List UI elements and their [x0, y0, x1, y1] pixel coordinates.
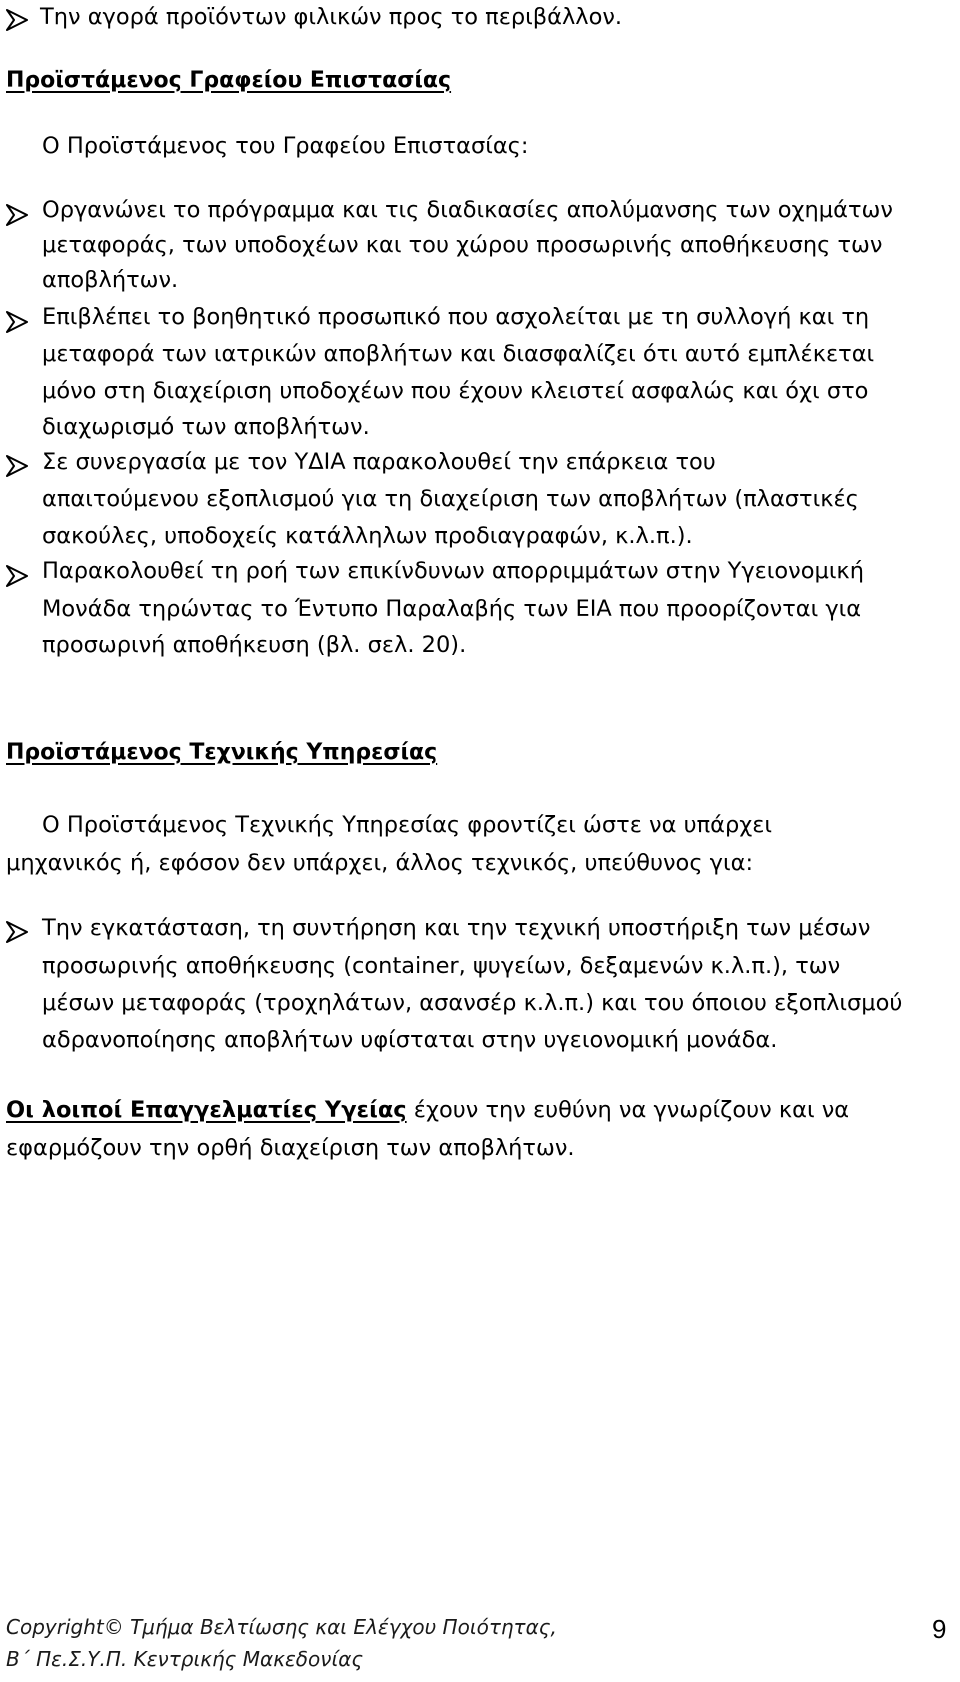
page-number: 9 [932, 1614, 947, 1644]
section3-rest: έχουν την ευθύνη να γνωρίζουν και να [406, 1097, 850, 1123]
list-item-line: Μονάδα τηρώντας το Έντυπο Παραλαβής των ΕΙΑ που προορίζονται για [42, 596, 862, 622]
list-item-line: Παρακολουθεί τη ροή των επικίνδυνων απορριμμάτων στην Υγειονομική [42, 558, 864, 584]
section1-intro: Ο Προϊστάμενος του Γραφείου Επιστασίας: [42, 133, 529, 159]
section2-intro-line: Ο Προϊστάμενος Τεχνικής Υπηρεσίας φροντίζει ώστε να υπάρχει [42, 812, 773, 838]
list-item-line: Επιβλέπει το βοηθητικό προσωπικό που ασχολείται με τη συλλογή και τη [42, 304, 870, 330]
list-item-line: Σε συνεργασία με τον ΥΔΙΑ παρακολουθεί την επάρκεια του [42, 449, 716, 475]
bullet-arrow-icon [6, 310, 28, 336]
section2-heading: Προϊστάμενος Τεχνικής Υπηρεσίας [6, 740, 438, 765]
list-item-line: απαιτούμενου εξοπλισμού για τη διαχείριση των αποβλήτων (πλαστικές [42, 486, 859, 512]
section3-line [6, 1097, 849, 1123]
bullet-arrow-icon [6, 454, 28, 480]
list-item-line: διαχωρισμό των αποβλήτων. [42, 414, 370, 440]
top-item-text: Την αγορά προϊόντων φιλικών προς το περιβάλλον. [40, 4, 623, 30]
footer-copyright: Copyright© Τμήμα Βελτίωσης και Ελέγχου Ποιότητας, [6, 1615, 557, 1639]
section3-bold-lead: Οι λοιποί Επαγγελματίες Υγείας [6, 1097, 407, 1123]
list-item-line: προσωρινή αποθήκευση (βλ. σελ. 20). [42, 632, 467, 658]
section2-intro-line: μηχανικός ή, εφόσον δεν υπάρχει, άλλος τεχνικός, υπεύθυνος για: [6, 850, 754, 876]
bullet-arrow-icon [6, 920, 28, 946]
section3-line: εφαρμόζουν την ορθή διαχείριση των αποβλήτων. [6, 1135, 575, 1161]
list-item-line: Την εγκατάσταση, τη συντήρηση και την τεχνική υποστήριξη των μέσων [42, 915, 871, 941]
list-item-line: αδρανοποίησης αποβλήτων υφίσταται στην υγειονομική μονάδα. [42, 1027, 778, 1053]
list-item-line: μόνο στη διαχείριση υποδοχέων που έχουν κλειστεί ασφαλώς και όχι στο [42, 378, 869, 404]
bullet-arrow-icon [6, 203, 28, 229]
section1-heading: Προϊστάμενος Γραφείου Επιστασίας [6, 68, 452, 93]
bullet-arrow-icon [6, 8, 28, 34]
bullet-arrow-icon [6, 564, 28, 590]
list-item-line: αποβλήτων. [42, 267, 179, 293]
list-item-line: προσωρινής αποθήκευσης (container, ψυγείων, δεξαμενών κ.λ.π.), των [42, 953, 841, 979]
list-item-line: μεταφοράς, των υποδοχέων και του χώρου προσωρινής αποθήκευσης των [42, 232, 883, 258]
list-item-line: Οργανώνει το πρόγραμμα και τις διαδικασίες απολύμανσης των οχημάτων [42, 197, 893, 223]
list-item-line: σακούλες, υποδοχείς κατάλληλων προδιαγραφών, κ.λ.π.). [42, 523, 693, 549]
footer-organization: Β΄ Πε.Σ.Υ.Π. Κεντρικής Μακεδονίας [6, 1647, 364, 1671]
list-item-line: μεταφορά των ιατρικών αποβλήτων και διασφαλίζει ότι αυτό εμπλέκεται [42, 341, 875, 367]
list-item-line: μέσων μεταφοράς (τροχηλάτων, ασανσέρ κ.λ.π.) και του όποιου εξοπλισμού [42, 990, 903, 1016]
